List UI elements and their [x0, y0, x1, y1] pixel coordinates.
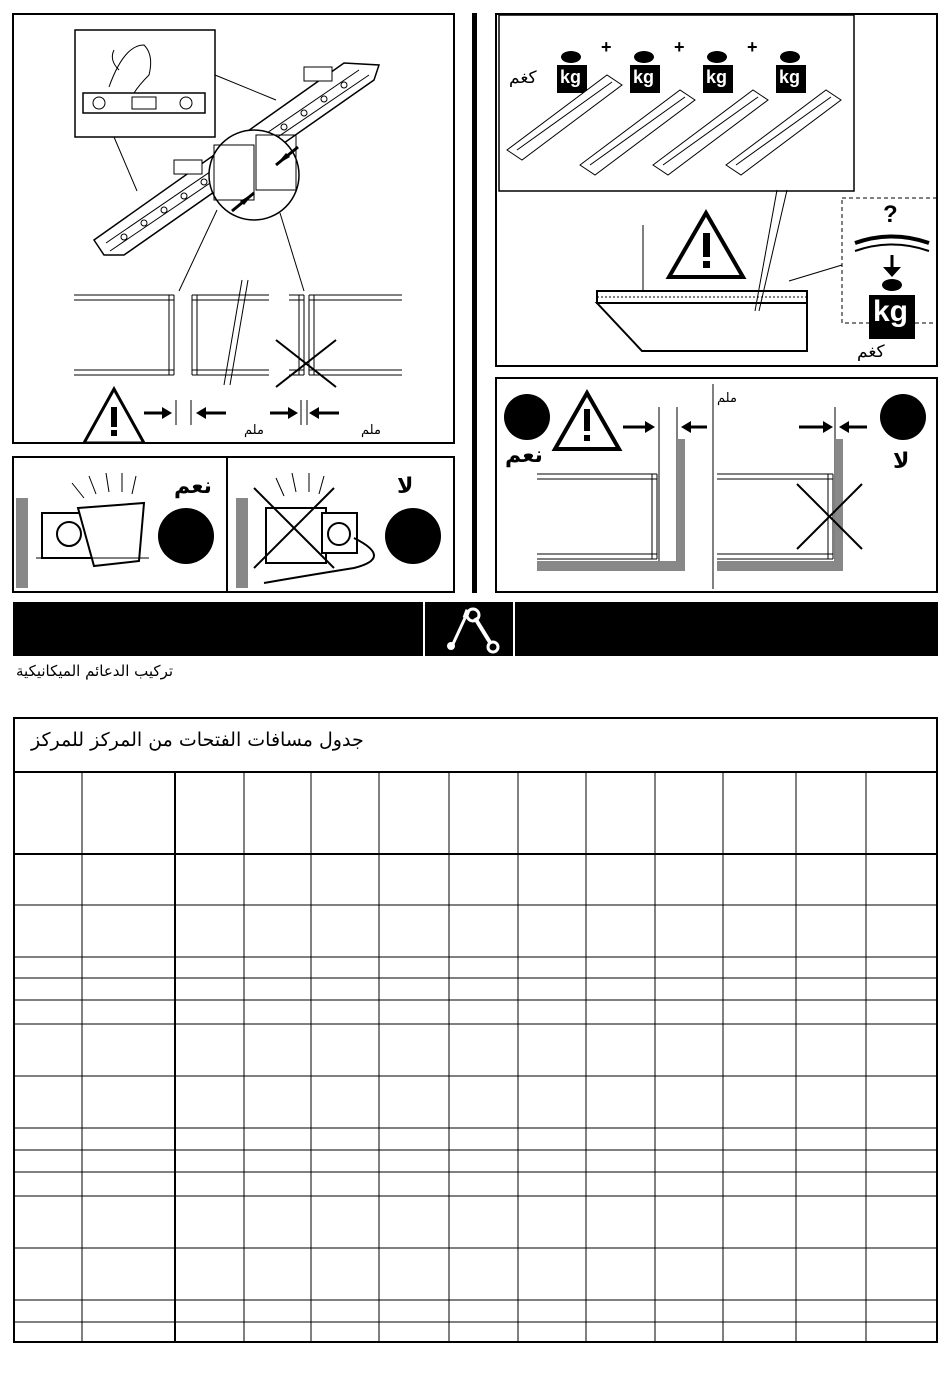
no-label-level: لا [397, 474, 414, 499]
kg-label-2: kg [633, 67, 655, 87]
spirit-level-icon [83, 93, 205, 113]
level-check-panel [12, 456, 455, 593]
gap-label-right: ملم [361, 423, 381, 438]
no-label-wall: لا [893, 449, 910, 474]
kg-label-4: kg [779, 67, 801, 87]
plus-sign-1: + [601, 37, 612, 57]
question-mark: ? [883, 201, 898, 228]
plus-sign-3: + [747, 37, 758, 57]
load-panel [495, 13, 938, 367]
screwdriver-icon [447, 610, 468, 650]
alignment-panel [12, 13, 455, 444]
column-divider [472, 13, 477, 593]
yes-label-level: نعم [174, 474, 212, 499]
wrench-icon [467, 609, 498, 652]
kg-unit-label-bottom: كغم [857, 342, 885, 362]
yes-label-wall: نعم [505, 443, 543, 468]
kg-label-big: kg [873, 295, 909, 328]
wall-gap-illustration [497, 379, 938, 593]
tools-box [423, 602, 515, 656]
kg-label-1: kg [560, 67, 582, 87]
section-title: تركيب الدعائم الميكانيكية [16, 662, 174, 680]
kg-label-3: kg [706, 67, 728, 87]
table-title: جدول مسافات الفتحات من المركز للمركز [31, 729, 364, 751]
gap-label-left: ملم [244, 423, 264, 438]
plus-sign-2: + [674, 37, 685, 57]
level-check-illustration [14, 458, 455, 593]
kg-unit-label-top: كغم [509, 68, 537, 88]
hole-spacing-table [13, 717, 938, 1343]
gap-label-wall: ملم [717, 391, 737, 406]
alignment-illustration [14, 15, 455, 444]
table-grid [15, 719, 936, 1341]
wall-gap-panel [495, 377, 938, 593]
